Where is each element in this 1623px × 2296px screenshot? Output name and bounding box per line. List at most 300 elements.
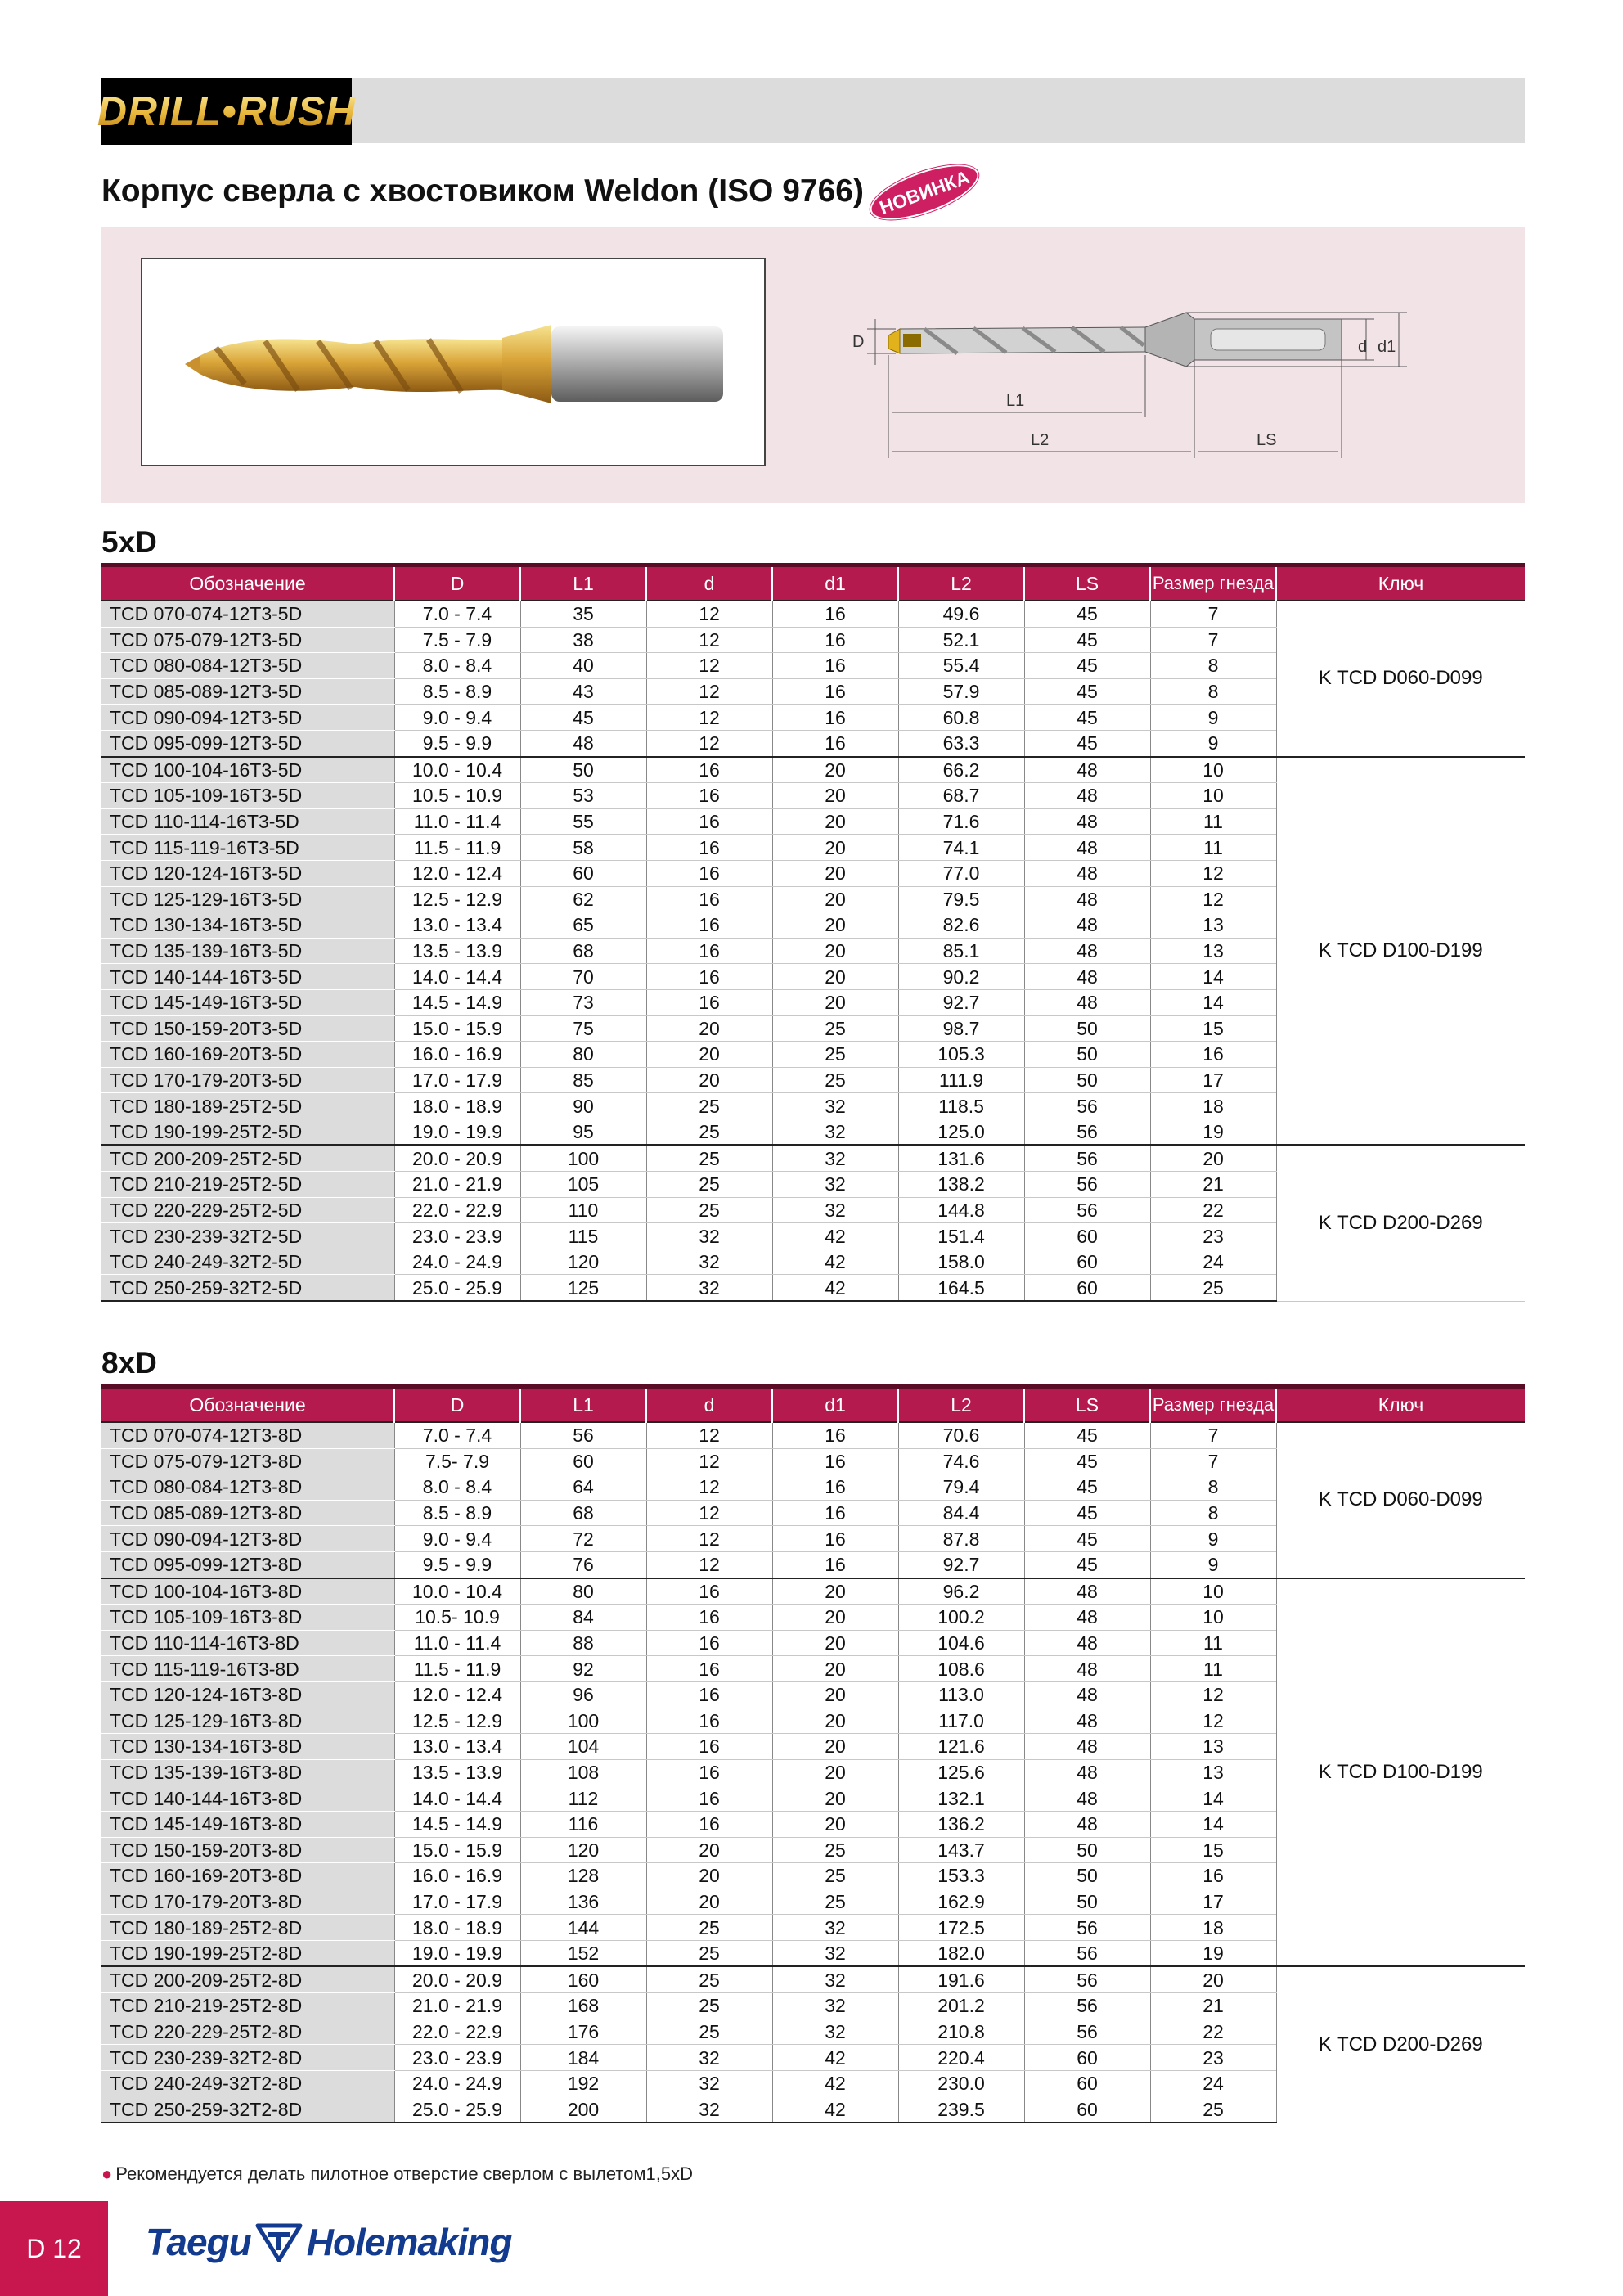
value-cell: 38 [520, 627, 646, 653]
value-cell: 8.5 - 8.9 [394, 678, 520, 705]
value-cell: 9 [1150, 730, 1276, 756]
value-cell: 25 [646, 1993, 772, 2019]
value-cell: 42 [772, 2096, 898, 2123]
designation-cell: TCD 100-104-16T3-8D [101, 1578, 394, 1605]
value-cell: 17 [1150, 1889, 1276, 1915]
value-cell: 42 [772, 2045, 898, 2071]
designation-cell: TCD 180-189-25T2-5D [101, 1093, 394, 1119]
value-cell: 25 [772, 1837, 898, 1863]
drill-rush-logo: DRILL•RUSH [101, 78, 352, 145]
value-cell: 100.2 [898, 1605, 1024, 1631]
table-row [101, 1422, 1525, 1448]
value-cell: 90 [520, 1093, 646, 1119]
designation-cell: TCD 220-229-25T2-5D [101, 1197, 394, 1223]
value-cell: 20 [772, 989, 898, 1015]
value-cell: 57.9 [898, 678, 1024, 705]
value-cell: 176 [520, 2019, 646, 2045]
designation-cell: TCD 075-079-12T3-5D [101, 627, 394, 653]
value-cell: 80 [520, 1578, 646, 1605]
value-cell: 9.0 - 9.4 [394, 1526, 520, 1552]
value-cell: 48 [1024, 1759, 1150, 1785]
value-cell: 11 [1150, 835, 1276, 861]
value-cell: 8.5 - 8.9 [394, 1500, 520, 1526]
value-cell: 21.0 - 21.9 [394, 1993, 520, 2019]
value-cell: 16.0 - 16.9 [394, 1863, 520, 1889]
value-cell: 8 [1150, 1500, 1276, 1526]
value-cell: 11.5 - 11.9 [394, 835, 520, 861]
value-cell: 8.0 - 8.4 [394, 653, 520, 679]
value-cell: 16 [646, 1708, 772, 1734]
value-cell: 25 [1150, 1275, 1276, 1301]
value-cell: 184 [520, 2045, 646, 2071]
value-cell: 23.0 - 23.9 [394, 2045, 520, 2071]
footnote-text: Рекомендуется делать пилотное отверстие сверлом с вылетом1,5xD [115, 2163, 694, 2184]
value-cell: 13 [1150, 1734, 1276, 1760]
value-cell: 25 [646, 2019, 772, 2045]
value-cell: 162.9 [898, 1889, 1024, 1915]
value-cell: 84.4 [898, 1500, 1024, 1526]
value-cell: 12 [1150, 886, 1276, 912]
value-cell: 32 [772, 1966, 898, 1992]
value-cell: 125.6 [898, 1759, 1024, 1785]
value-cell: 16 [1150, 1042, 1276, 1068]
value-cell: 152 [520, 1940, 646, 1966]
value-cell: 85 [520, 1067, 646, 1093]
value-cell: 20 [646, 1015, 772, 1042]
value-cell: 32 [772, 1197, 898, 1223]
value-cell: 35 [520, 601, 646, 627]
value-cell: 45 [1024, 1551, 1150, 1578]
value-cell: 60 [1024, 1275, 1150, 1301]
value-cell: 144.8 [898, 1197, 1024, 1223]
value-cell: 110 [520, 1197, 646, 1223]
value-cell: 20 [772, 1681, 898, 1708]
value-cell: 20 [772, 1630, 898, 1656]
value-cell: 72 [520, 1526, 646, 1552]
value-cell: 15.0 - 15.9 [394, 1837, 520, 1863]
value-cell: 20 [772, 808, 898, 835]
value-cell: 19.0 - 19.9 [394, 1940, 520, 1966]
value-cell: 12 [1150, 1681, 1276, 1708]
footnote: ● Рекомендуется делать пилотное отверстие сверлом с вылетом1,5xD [101, 2163, 694, 2184]
value-cell: 20 [772, 1734, 898, 1760]
value-cell: 20 [1150, 1145, 1276, 1171]
value-cell: 7.0 - 7.4 [394, 1422, 520, 1448]
value-cell: 25 [646, 1966, 772, 1992]
value-cell: 98.7 [898, 1015, 1024, 1042]
value-cell: 108.6 [898, 1656, 1024, 1682]
value-cell: 43 [520, 678, 646, 705]
value-cell: 7 [1150, 627, 1276, 653]
designation-cell: TCD 130-134-16T3-5D [101, 912, 394, 939]
value-cell: 74.6 [898, 1448, 1024, 1474]
value-cell: 105.3 [898, 1042, 1024, 1068]
value-cell: 16 [646, 1785, 772, 1812]
value-cell: 32 [772, 1119, 898, 1145]
value-cell: 100 [520, 1708, 646, 1734]
value-cell: 20 [772, 886, 898, 912]
value-cell: 132.1 [898, 1785, 1024, 1812]
designation-cell: TCD 145-149-16T3-5D [101, 989, 394, 1015]
value-cell: 14 [1150, 1785, 1276, 1812]
value-cell: 16 [772, 1474, 898, 1501]
value-cell: 45 [1024, 1500, 1150, 1526]
value-cell: 12 [1150, 860, 1276, 886]
value-cell: 104 [520, 1734, 646, 1760]
value-cell: 11.5 - 11.9 [394, 1656, 520, 1682]
designation-cell: TCD 240-249-32T2-5D [101, 1249, 394, 1275]
value-cell: 111.9 [898, 1067, 1024, 1093]
value-cell: 32 [772, 1993, 898, 2019]
value-cell: 16 [646, 964, 772, 990]
value-cell: 24 [1150, 1249, 1276, 1275]
value-cell: 15 [1150, 1015, 1276, 1042]
schematic-label-d: d [1358, 338, 1368, 356]
designation-cell: TCD 145-149-16T3-8D [101, 1811, 394, 1837]
value-cell: 45 [1024, 1422, 1150, 1448]
value-cell: 7.5- 7.9 [394, 1448, 520, 1474]
value-cell: 12.0 - 12.4 [394, 860, 520, 886]
value-cell: 56 [1024, 1993, 1150, 2019]
value-cell: 22 [1150, 1197, 1276, 1223]
value-cell: 20 [646, 1837, 772, 1863]
column-header: Обозначение [101, 565, 394, 601]
value-cell: 16.0 - 16.9 [394, 1042, 520, 1068]
value-cell: 13 [1150, 1759, 1276, 1785]
value-cell: 9.5 - 9.9 [394, 730, 520, 756]
value-cell: 25 [646, 1940, 772, 1966]
value-cell: 16 [646, 835, 772, 861]
value-cell: 12 [646, 678, 772, 705]
value-cell: 70 [520, 964, 646, 990]
value-cell: 53 [520, 783, 646, 809]
value-cell: 17.0 - 17.9 [394, 1067, 520, 1093]
value-cell: 24.0 - 24.9 [394, 2070, 520, 2096]
table-5xd-title: 5xD [101, 525, 157, 559]
value-cell: 96 [520, 1681, 646, 1708]
value-cell: 50 [1024, 1863, 1150, 1889]
designation-cell: TCD 110-114-16T3-8D [101, 1630, 394, 1656]
value-cell: 90.2 [898, 964, 1024, 990]
value-cell: 16 [646, 1759, 772, 1785]
value-cell: 48 [1024, 1656, 1150, 1682]
value-cell: 12 [646, 705, 772, 731]
value-cell: 9 [1150, 1551, 1276, 1578]
value-cell: 56 [1024, 1966, 1150, 1992]
value-cell: 92.7 [898, 1551, 1024, 1578]
value-cell: 11 [1150, 1630, 1276, 1656]
designation-cell: TCD 170-179-20T3-8D [101, 1889, 394, 1915]
value-cell: 153.3 [898, 1863, 1024, 1889]
designation-cell: TCD 070-074-12T3-5D [101, 601, 394, 627]
value-cell: 48 [1024, 783, 1150, 809]
value-cell: 50 [520, 757, 646, 783]
value-cell: 32 [646, 1275, 772, 1301]
designation-cell: TCD 220-229-25T2-8D [101, 2019, 394, 2045]
designation-cell: TCD 250-259-32T2-5D [101, 1275, 394, 1301]
designation-cell: TCD 200-209-25T2-8D [101, 1966, 394, 1992]
value-cell: 48 [1024, 938, 1150, 964]
value-cell: 16 [772, 627, 898, 653]
designation-cell: TCD 230-239-32T2-5D [101, 1223, 394, 1249]
value-cell: 45 [1024, 627, 1150, 653]
value-cell: 56 [1024, 2019, 1150, 2045]
value-cell: 56 [1024, 1145, 1150, 1171]
value-cell: 14.5 - 14.9 [394, 989, 520, 1015]
value-cell: 16 [646, 1681, 772, 1708]
value-cell: 16 [772, 653, 898, 679]
value-cell: 11 [1150, 1656, 1276, 1682]
value-cell: 32 [646, 1249, 772, 1275]
value-cell: 16 [772, 601, 898, 627]
new-badge: НОВИНКА [864, 154, 986, 232]
value-cell: 32 [646, 2045, 772, 2071]
value-cell: 20 [772, 783, 898, 809]
spec-table-8xd [101, 1384, 1525, 2123]
designation-cell: TCD 190-199-25T2-5D [101, 1119, 394, 1145]
value-cell: 136.2 [898, 1811, 1024, 1837]
value-cell: 21.0 - 21.9 [394, 1172, 520, 1198]
value-cell: 48 [1024, 757, 1150, 783]
designation-cell: TCD 200-209-25T2-5D [101, 1145, 394, 1171]
designation-cell: TCD 080-084-12T3-5D [101, 653, 394, 679]
value-cell: 49.6 [898, 601, 1024, 627]
designation-cell: TCD 170-179-20T3-5D [101, 1067, 394, 1093]
value-cell: 17.0 - 17.9 [394, 1889, 520, 1915]
value-cell: 20 [772, 1578, 898, 1605]
value-cell: 19.0 - 19.9 [394, 1119, 520, 1145]
value-cell: 48 [520, 730, 646, 756]
value-cell: 14.0 - 14.4 [394, 1785, 520, 1812]
value-cell: 20 [772, 964, 898, 990]
value-cell: 12 [646, 1448, 772, 1474]
value-cell: 32 [772, 1915, 898, 1941]
value-cell: 56 [1024, 1172, 1150, 1198]
value-cell: 25.0 - 25.9 [394, 2096, 520, 2123]
value-cell: 143.7 [898, 1837, 1024, 1863]
designation-cell: TCD 210-219-25T2-8D [101, 1993, 394, 2019]
value-cell: 76 [520, 1551, 646, 1578]
value-cell: 191.6 [898, 1966, 1024, 1992]
value-cell: 20 [772, 1759, 898, 1785]
designation-cell: TCD 125-129-16T3-5D [101, 886, 394, 912]
designation-cell: TCD 070-074-12T3-8D [101, 1422, 394, 1448]
designation-cell: TCD 150-159-20T3-5D [101, 1015, 394, 1042]
value-cell: 50 [1024, 1015, 1150, 1042]
designation-cell: TCD 090-094-12T3-8D [101, 1526, 394, 1552]
value-cell: 21 [1150, 1172, 1276, 1198]
value-cell: 77.0 [898, 860, 1024, 886]
value-cell: 48 [1024, 1630, 1150, 1656]
value-cell: 85.1 [898, 938, 1024, 964]
key-cell: K TCD D200-D269 [1276, 1966, 1525, 2123]
value-cell: 25 [646, 1197, 772, 1223]
value-cell: 23 [1150, 2045, 1276, 2071]
taegutec-brand [146, 2217, 512, 2267]
designation-cell: TCD 210-219-25T2-5D [101, 1172, 394, 1198]
value-cell: 138.2 [898, 1172, 1024, 1198]
value-cell: 20 [772, 835, 898, 861]
value-cell: 32 [772, 2019, 898, 2045]
table-row [101, 1966, 1525, 1992]
value-cell: 10 [1150, 783, 1276, 809]
value-cell: 17 [1150, 1067, 1276, 1093]
designation-cell: TCD 140-144-16T3-8D [101, 1785, 394, 1812]
taegutec-emblem-icon [254, 2221, 303, 2263]
value-cell: 16 [646, 989, 772, 1015]
value-cell: 210.8 [898, 2019, 1024, 2045]
value-cell: 20 [646, 1863, 772, 1889]
table-row [101, 1145, 1525, 1171]
value-cell: 12 [646, 1500, 772, 1526]
value-cell: 16 [646, 1630, 772, 1656]
designation-cell: TCD 105-109-16T3-5D [101, 783, 394, 809]
value-cell: 80 [520, 1042, 646, 1068]
value-cell: 7 [1150, 601, 1276, 627]
key-cell: K TCD D100-D199 [1276, 757, 1525, 1146]
value-cell: 16 [646, 757, 772, 783]
value-cell: 48 [1024, 1708, 1150, 1734]
value-cell: 120 [520, 1837, 646, 1863]
drill-photo [141, 258, 766, 466]
value-cell: 18 [1150, 1093, 1276, 1119]
value-cell: 60 [520, 860, 646, 886]
column-header: d1 [772, 1387, 898, 1423]
column-header: d [646, 1387, 772, 1423]
value-cell: 48 [1024, 989, 1150, 1015]
value-cell: 7.0 - 7.4 [394, 601, 520, 627]
value-cell: 16 [646, 783, 772, 809]
value-cell: 58 [520, 835, 646, 861]
value-cell: 20 [772, 1656, 898, 1682]
value-cell: 120 [520, 1249, 646, 1275]
value-cell: 79.4 [898, 1474, 1024, 1501]
value-cell: 12 [646, 1551, 772, 1578]
value-cell: 22 [1150, 2019, 1276, 2045]
value-cell: 56 [1024, 1940, 1150, 1966]
value-cell: 16 [772, 1500, 898, 1526]
value-cell: 60 [1024, 1249, 1150, 1275]
value-cell: 151.4 [898, 1223, 1024, 1249]
value-cell: 20 [772, 1785, 898, 1812]
value-cell: 70.6 [898, 1422, 1024, 1448]
value-cell: 100 [520, 1145, 646, 1171]
value-cell: 13.5 - 13.9 [394, 938, 520, 964]
value-cell: 113.0 [898, 1681, 1024, 1708]
schematic-label-L2: L2 [1031, 431, 1050, 449]
value-cell: 220.4 [898, 2045, 1024, 2071]
value-cell: 105 [520, 1172, 646, 1198]
value-cell: 10.0 - 10.4 [394, 757, 520, 783]
value-cell: 56 [1024, 1093, 1150, 1119]
value-cell: 16 [646, 1811, 772, 1837]
value-cell: 25 [646, 1093, 772, 1119]
value-cell: 50 [1024, 1067, 1150, 1093]
value-cell: 112 [520, 1785, 646, 1812]
value-cell: 20 [772, 1708, 898, 1734]
value-cell: 66.2 [898, 757, 1024, 783]
value-cell: 71.6 [898, 808, 1024, 835]
value-cell: 32 [772, 1093, 898, 1119]
value-cell: 23 [1150, 1223, 1276, 1249]
value-cell: 16 [646, 886, 772, 912]
designation-cell: TCD 085-089-12T3-5D [101, 678, 394, 705]
value-cell: 20.0 - 20.9 [394, 1145, 520, 1171]
value-cell: 20 [646, 1067, 772, 1093]
value-cell: 25 [772, 1067, 898, 1093]
value-cell: 48 [1024, 1811, 1150, 1837]
value-cell: 48 [1024, 1605, 1150, 1631]
value-cell: 14 [1150, 989, 1276, 1015]
value-cell: 18 [1150, 1915, 1276, 1941]
designation-cell: TCD 100-104-16T3-5D [101, 757, 394, 783]
value-cell: 56 [1024, 1197, 1150, 1223]
table-row [101, 1578, 1525, 1605]
value-cell: 7 [1150, 1422, 1276, 1448]
column-header: d1 [772, 565, 898, 601]
designation-cell: TCD 160-169-20T3-8D [101, 1863, 394, 1889]
value-cell: 104.6 [898, 1630, 1024, 1656]
designation-cell: TCD 075-079-12T3-8D [101, 1448, 394, 1474]
value-cell: 8 [1150, 653, 1276, 679]
value-cell: 12.5 - 12.9 [394, 1708, 520, 1734]
value-cell: 62 [520, 886, 646, 912]
value-cell: 25 [646, 1915, 772, 1941]
value-cell: 16 [772, 1448, 898, 1474]
value-cell: 22.0 - 22.9 [394, 1197, 520, 1223]
value-cell: 60 [1024, 2096, 1150, 2123]
value-cell: 16 [646, 1605, 772, 1631]
column-header: Ключ [1276, 1387, 1525, 1423]
designation-cell: TCD 110-114-16T3-5D [101, 808, 394, 835]
value-cell: 25 [772, 1042, 898, 1068]
key-cell: K TCD D200-D269 [1276, 1145, 1525, 1301]
column-header: Обозначение [101, 1387, 394, 1423]
value-cell: 42 [772, 2070, 898, 2096]
value-cell: 12 [646, 601, 772, 627]
value-cell: 64 [520, 1474, 646, 1501]
designation-cell: TCD 080-084-12T3-8D [101, 1474, 394, 1501]
value-cell: 9 [1150, 705, 1276, 731]
column-header: Размер гнезда [1150, 565, 1276, 601]
value-cell: 11.0 - 11.4 [394, 808, 520, 835]
value-cell: 87.8 [898, 1526, 1024, 1552]
schematic-label-L1: L1 [1006, 392, 1025, 410]
value-cell: 96.2 [898, 1578, 1024, 1605]
value-cell: 7 [1150, 1448, 1276, 1474]
value-cell: 45 [1024, 1448, 1150, 1474]
value-cell: 125 [520, 1275, 646, 1301]
value-cell: 16 [646, 860, 772, 886]
value-cell: 79.5 [898, 886, 1024, 912]
value-cell: 19 [1150, 1119, 1276, 1145]
value-cell: 48 [1024, 964, 1150, 990]
value-cell: 8 [1150, 1474, 1276, 1501]
value-cell: 52.1 [898, 627, 1024, 653]
designation-cell: TCD 130-134-16T3-8D [101, 1734, 394, 1760]
value-cell: 84 [520, 1605, 646, 1631]
value-cell: 50 [1024, 1042, 1150, 1068]
value-cell: 11.0 - 11.4 [394, 1630, 520, 1656]
value-cell: 45 [1024, 601, 1150, 627]
value-cell: 200 [520, 2096, 646, 2123]
value-cell: 40 [520, 653, 646, 679]
value-cell: 12 [646, 653, 772, 679]
value-cell: 25 [772, 1889, 898, 1915]
value-cell: 68.7 [898, 783, 1024, 809]
value-cell: 14.5 - 14.9 [394, 1811, 520, 1837]
value-cell: 95 [520, 1119, 646, 1145]
